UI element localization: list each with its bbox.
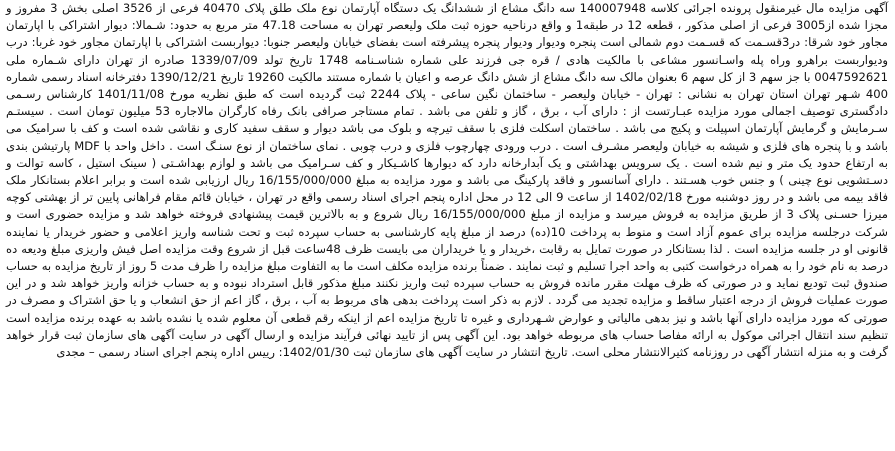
auction-notice-text: آگهی مزایده مال غیرمنقول پرونده اجرائی کلاسه 140007948 سه دانگ مشاع از ششدانگ یک دستگاه آپارتمان نوع ملک طلق پلاک 40470 فرعی از 3526 اصلی بخش 3 مفروز و مجزا شده از3005 فرعی از اصلی مذکور ، قطعه 12 در طبقه1 و واقع درناحیه حوزه ثبت ملک ولیعصر تهران به مساحت 47.18 متر مربع به حدود: شـمالا: دیوار اشتراکی با اپارتمان مجاور خود شرقا: در3قسـمت که قسـمت دوم شمالی است پنجره ودیوار ودیوار پنجره پیشرفته است بفضای خیابان ولیعصر جنوبا: دیواربست اشتراکی با اپارتمان مجاور خود غربا: درب ودیواربست براهرو وراه پله واسـانسور مشاعی با مالکیت هادی / قره جی فرزند علی شماره شناسـنامه 1748 تاریخ تولد 1339/07/09 صادره از تهران دارای شـماره ملی 0047592621 با جز سهم 3 از کل سهم 6 بعنوان مالک سه دانگ مشاع از شش دانگ عرصه و اعیان با شماره مستند مالکیت 19260 تاریخ 1390/12/21 دفترخانه اسناد رسمی شماره 400 شـهر تهران استان تهران به نشانی : تهران - خیابان ولیعصر - ساختمان نگین ساعی - پلاک 2244 ثبت گردیده است که طبق نظریه مورخ 1401/11/08 کارشناس رسـمی دادگستری توصیف اجمالی مورد مزایده عبـارتست از : دارای آب ، برق ، گاز و تلفن می باشد . تمام مستاجر صرافی بانک رفاه کارگران مالاجاره 53 میلیون تومان است . سیستـم سـرمایش و گرمایش آپارتمان اسپیلت و پکیج می باشد . ساختمان اسکلت فلزی با سقف تیرچه و بلوک می باشد دیوار و سقف سفید کاری و نقاشی شده است و کف با سرامیک می باشد و با پنجره های فلزی و شیشه به خیابان ولیعصر مشـرف است . درب ورودی چهارچوب فلزی و درب چوبی . نمای ساختمان از نوع سنـگ است . داخل واحد با MDF پارتیشن بندی به ارتفاع حدود یک متر و نیم شده است . یک سرویس بهداشتی و یک آبدارخانه دارد که دیوارها کاشـیکار و کف سـرامیک می باشد و لوازم بهداشـتی ( سینک استیل ، کاسه توالت و دسـتشویی نوع چینی ) و جنس خوب هسـتند . دارای آسانسور و فاقد پارکینگ می باشد و مورد مزایده به مبلغ 16/155/000/000 ریال ارزیابی شده است و برابر اعلام بستانکار ملک فاقد بیمه می باشد و در روز دوشنبه مورخ 1402/02/18 از ساعت 9 الی 12 در محل اداره پنجم اجرای اسناد رسمی واقع در تهران ، خیابان قائم مقام فراهانی پایین تر از بهشتی کوچه میرزا حسـنی پلاک 3 از طریق مزایده به فروش میرسد و مزایده از مبلغ 16/155/000/000 ریال شروع و به بالاترین قیمت پیشنهادی فروخته خواهد شد و مزایده حضوری است و شرکت درجلسه مزایده برای عموم آزاد است و منوط به پرداخت 10(ده) درصد از مبلغ پایه کارشناسی به حساب سپرده ثبت و تحت شناسه واریز اعلامی و حضور خریدار یا نماینده قانونی او در جلسه مزایده است . لذا بستانکار در صورت تمایل به رقابت ،خریدار و یا خریداران می بایست ظرف 48ساعت قبل از شروع وقت مزایده اصل فیش واریزی مبلغ ودیعه ده درصد به نام خود را به همراه درخواست کتبی به واحد اجرا تسلیم و ثبت نمایند . ضمناً برنده مزایده مکلف است ما به التفاوت مبلغ مزایده را ظرف مدت 5 روز از تاریخ مزایده به حساب صندوق ثبت تودیع نماید و در صورتی که ظرف مهلت مقرر مانده فروش به حساب سپرده ثبت واریز نکنند مبلغ مذکور قابل استرداد نبوده و به حساب خزانه واریز خواهد شد و در این صورت عملیات فروش از درجه اعتبار ساقط و مزایده تجدید می گردد . لازم به ذکر است پرداخت بدهی های مربوط به آب ، برق ، گاز اعم از حق انشعاب و یا حق اشتراک و مصرف در صورتی که مورد مزایده دارای آنها باشد و نیز بدهی مالیاتی و عوارض شـهرداری و غیره تا تاریخ مزایده اعم از اینکه رقم قطعی آن معلوم شده یا نشده باشد به عهده برنده مزایده است تنظیم سند انتقال اجرائی موکول به ارائه مفاصا حساب های مربوطه خواهد بود. این آگهی پس از تایید نهائی فرآیند مزایده و ارسال آگهی در سایت آگهی های سازمان ثبت قرار خواهد گرفت و به منزله انتشار آگهی در روزنامه کثیرالانتشار محلی است. تاریخ انتشار در سایت آگهی های سازمان ثبت 1402/01/30: رییس اداره پنجم اجرای اسناد رسمی – مجدی xyxy=(6,1,889,360)
